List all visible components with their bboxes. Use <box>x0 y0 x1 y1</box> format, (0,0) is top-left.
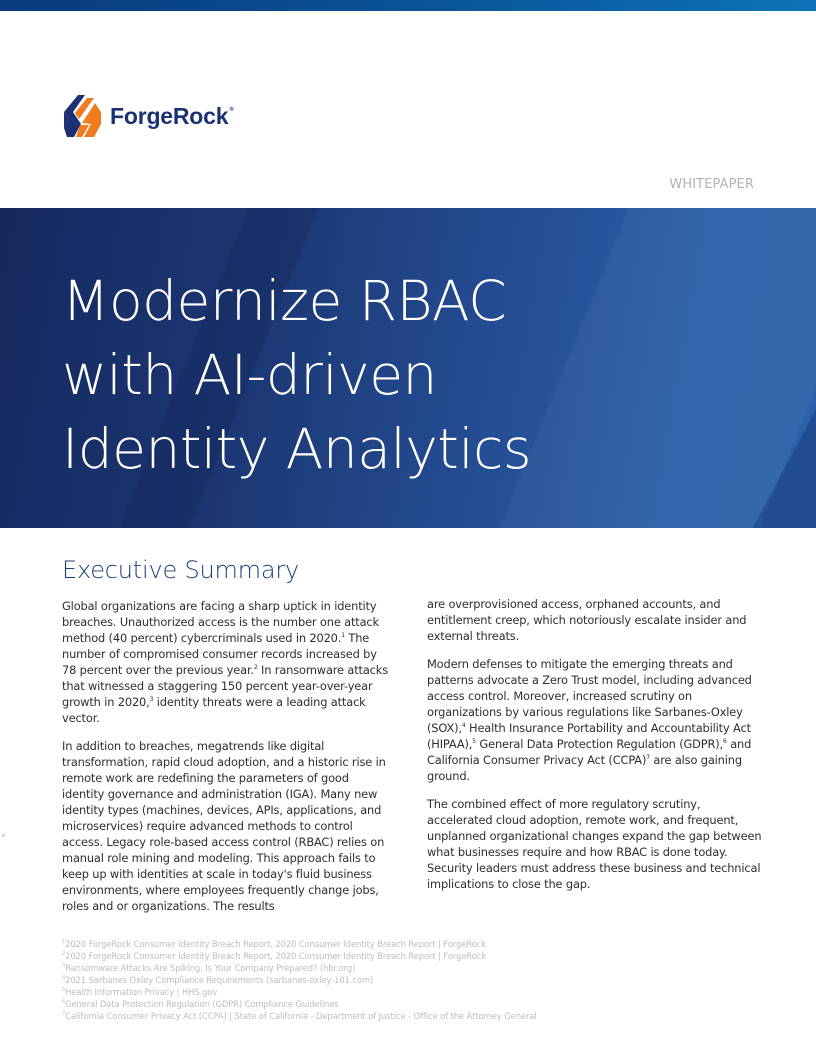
hero-decorative-stripe <box>483 208 816 528</box>
executive-summary-heading: Executive Summary <box>62 556 300 584</box>
footnotes <box>62 938 762 1022</box>
footnote: $^3$Ransomware Attacks Are Spiking. Is Your Company Prepared? (hbr.org) <box>62 963 356 973</box>
forgerock-hexagon-logo-icon <box>64 95 102 137</box>
footnote-link[interactable]: General Data Protection Regulation (GDPR) Compliance Guidelines <box>65 999 339 1009</box>
footnote-link[interactable]: California Consumer Privacy Act (CCPA) | State of California - Department of Justice - Office of the Attorney General <box>65 1011 537 1021</box>
footnote: $^5$Health Information Privacy | HHS.gov <box>62 987 218 997</box>
document-type-label: WHITEPAPER <box>669 177 754 192</box>
body-column-left <box>62 598 392 926</box>
footnote-link[interactable]: Ransomware Attacks Are Spiking. Is Your Company Prepared? (hbr.org) <box>65 963 356 973</box>
title-line: Modernize RBAC <box>62 269 507 333</box>
top-accent-bar <box>0 0 816 11</box>
footnote-ref: 1 <box>341 632 345 640</box>
footnote-ref: 3 <box>149 696 154 704</box>
footnote-ref: 4 <box>461 722 466 730</box>
title-line: with AI-driven <box>62 343 437 407</box>
body-column-right <box>427 596 762 904</box>
paragraph: The combined effect of more regulatory scrutiny, accelerated cloud adoption, remote work, and frequent, unplanned organizational changes expand the gap between what businesses require and how RBAC is done today. Security leaders must address these business and technical implications to close the gap. <box>427 797 762 891</box>
forgerock-logo <box>64 94 234 138</box>
footnote: $^7$California Consumer Privacy Act (CCPA) | State of California - Department of Justice - Office of the Attorney General <box>62 1011 537 1021</box>
title-line: Identity Analytics <box>62 417 532 481</box>
scan-artifact <box>2 834 5 837</box>
footnote-link[interactable]: 2020 ForgeRock Consumer Identity Breach Report, 2020 Consumer Identity Breach Report | ForgeRock <box>65 939 486 949</box>
footnote-ref: 6 <box>723 738 727 746</box>
paragraph: Global organizations are facing a sharp uptick in identity breaches. Unauthorized access is the number one attack method (40 percent) cybercriminals used in 2020.$^1$ The number of compromised consumer records increased by 78 percent over the previous year.$^2$ In ransomware attacks that witnessed a staggering 150 percent year-over-year growth in 2020,$^3$ identity threats were a leading attack vector. <box>62 599 389 725</box>
hero-banner <box>0 208 816 528</box>
footnote-ref: 5 <box>472 738 476 746</box>
document-title <box>62 264 531 486</box>
footnote: $^4$2021 Sarbanes Oxley Compliance Requirements (sarbanes-oxley-101.com) <box>62 975 374 985</box>
logo-wordmark: ForgeRock® <box>110 102 234 129</box>
footnote-link[interactable]: 2021 Sarbanes Oxley Compliance Requirements (sarbanes-oxley-101.com) <box>65 975 374 985</box>
footnote: $^6$General Data Protection Regulation (GDPR) Compliance Guidelines <box>62 999 339 1009</box>
paragraph: are overprovisioned access, orphaned accounts, and entitlement creep, which notoriously escalate insider and external threats. <box>427 597 747 643</box>
paragraph: In addition to breaches, megatrends like digital transformation, rapid cloud adoption, and a historic rise in remote work are redefining the parameters of good identity governance and administration (IGA). Many new identity types (machines, devices, APIs, applications, and microservices) require advanced methods to control access. Legacy role-based access control (RBAC) relies on manual role mining and modeling. This approach fails to keep up with identities at scale in today's fluid business environments, where employees frequently change jobs, roles and or organizations. The results <box>62 739 386 913</box>
registered-mark: ® <box>229 106 234 113</box>
footnote: $^1$2020 ForgeRock Consumer Identity Breach Report, 2020 Consumer Identity Breach Report | ForgeRock <box>62 939 486 949</box>
footnote: $^2$2020 ForgeRock Consumer Identity Breach Report, 2020 Consumer Identity Breach Report | ForgeRock <box>62 951 486 961</box>
footnote-ref: 2 <box>253 664 258 672</box>
footnote-ref: 7 <box>646 754 650 762</box>
paragraph: Modern defenses to mitigate the emerging threats and patterns advocate a Zero Trust model, including advanced access control. Moreover, increased scrutiny on organizations by various regulations like Sarbanes-Oxley (SOX),$^4$ Health Insurance Portability and Accountability Act (HIPAA),$^5$ General Data Protection Regulation (GDPR),$^6$ and California Consumer Privacy Act (CCPA)$^7$ are also gaining ground. <box>427 657 752 783</box>
footnote-link[interactable]: Health Information Privacy | HHS.gov <box>65 987 218 997</box>
footnote-link[interactable]: 2020 ForgeRock Consumer Identity Breach Report, 2020 Consumer Identity Breach Report | ForgeRock <box>65 951 486 961</box>
